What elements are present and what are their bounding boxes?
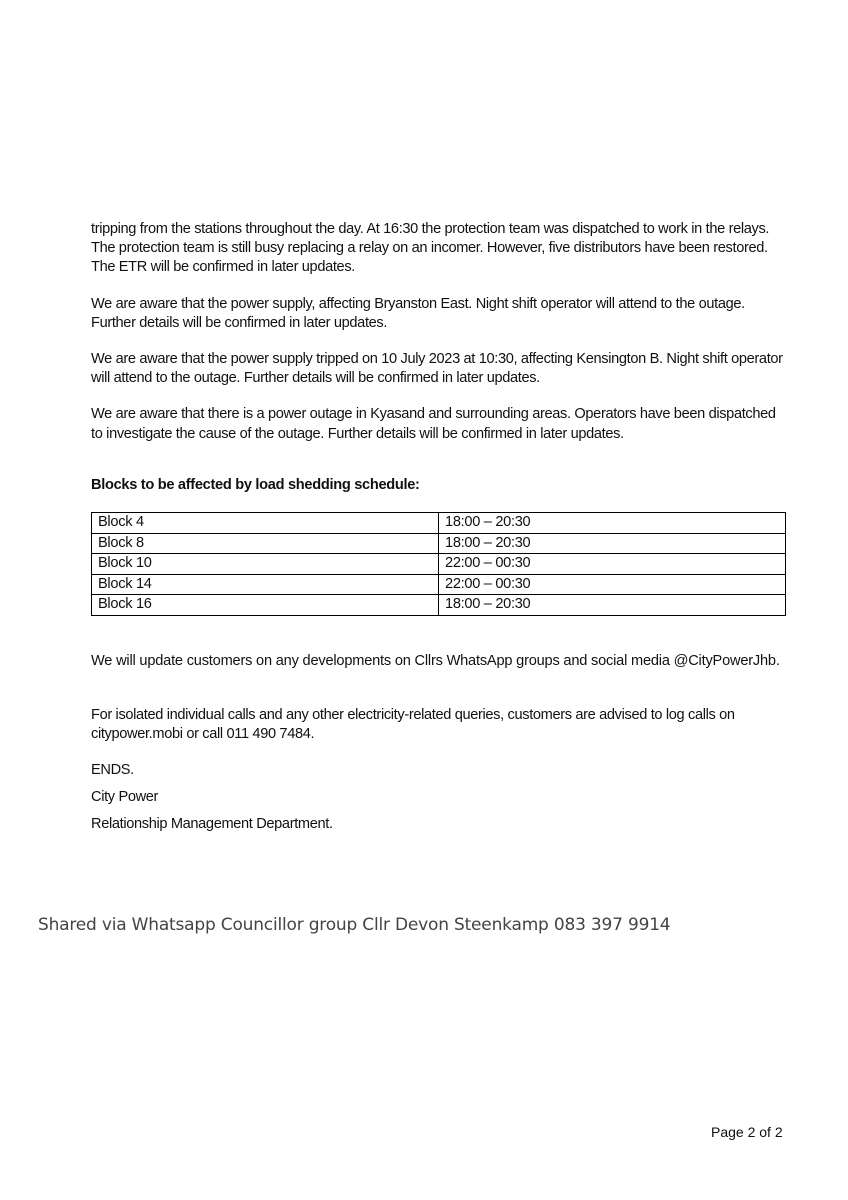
time-cell: 18:00 – 20:30	[439, 533, 786, 554]
time-cell: 22:00 – 00:30	[439, 574, 786, 595]
block-cell: Block 14	[92, 574, 439, 595]
paragraph-kyasand: We are aware that there is a power outage in Kyasand and surrounding areas. Operators have been dispatched to investigate the cause of the outage. Further details will be confirmed in later updates.	[91, 406, 776, 442]
block-cell: Block 4	[92, 513, 439, 534]
time-cell: 22:00 – 00:30	[439, 554, 786, 575]
paragraph-kensington: We are aware that the power supply tripped on 10 July 2023 at 10:30, affecting Kensington B. Night shift operator will attend to the outage. Further details will be confirmed in later updates.	[91, 351, 783, 386]
time-cell: 18:00 – 20:30	[439, 595, 786, 616]
ends-text: ENDS.	[91, 762, 134, 778]
paragraph-relays: tripping from the stations throughout the day. At 16:30 the protection team was dispatched to work in the relays. The protection team is still busy replacing a relay on an incomer. However, five distributors have been restored. The ETR will be confirmed in later updates.	[91, 221, 770, 275]
table-row	[92, 554, 786, 575]
page-number: Page 2 of 2	[711, 1124, 783, 1140]
department-name: Relationship Management Department.	[91, 816, 333, 832]
paragraph-bryanston: We are aware that the power supply, affecting Bryanston East. Night shift operator will attend to the outage. Further details will be confirmed in later updates.	[91, 296, 745, 331]
shared-via-note: Shared via Whatsapp Councillor group Cllr Devon Steenkamp 083 397 9914	[38, 915, 671, 935]
time-cell: 18:00 – 20:30	[439, 513, 786, 534]
queries-paragraph: For isolated individual calls and any other electricity-related queries, customers are advised to log calls on citypower.mobi or call 011 490 7484.	[91, 707, 735, 742]
block-cell: Block 16	[92, 595, 439, 616]
table-row	[92, 574, 786, 595]
block-cell: Block 10	[92, 554, 439, 575]
schedule-heading: Blocks to be affected by load shedding schedule:	[91, 477, 420, 493]
table-row	[92, 533, 786, 554]
org-name: City Power	[91, 789, 159, 805]
load-shedding-table	[91, 512, 786, 616]
update-paragraph: We will update customers on any developments on Cllrs WhatsApp groups and social media @CityPowerJhb.	[91, 653, 780, 669]
block-cell: Block 8	[92, 533, 439, 554]
table-row	[92, 595, 786, 616]
table-row	[92, 513, 786, 534]
